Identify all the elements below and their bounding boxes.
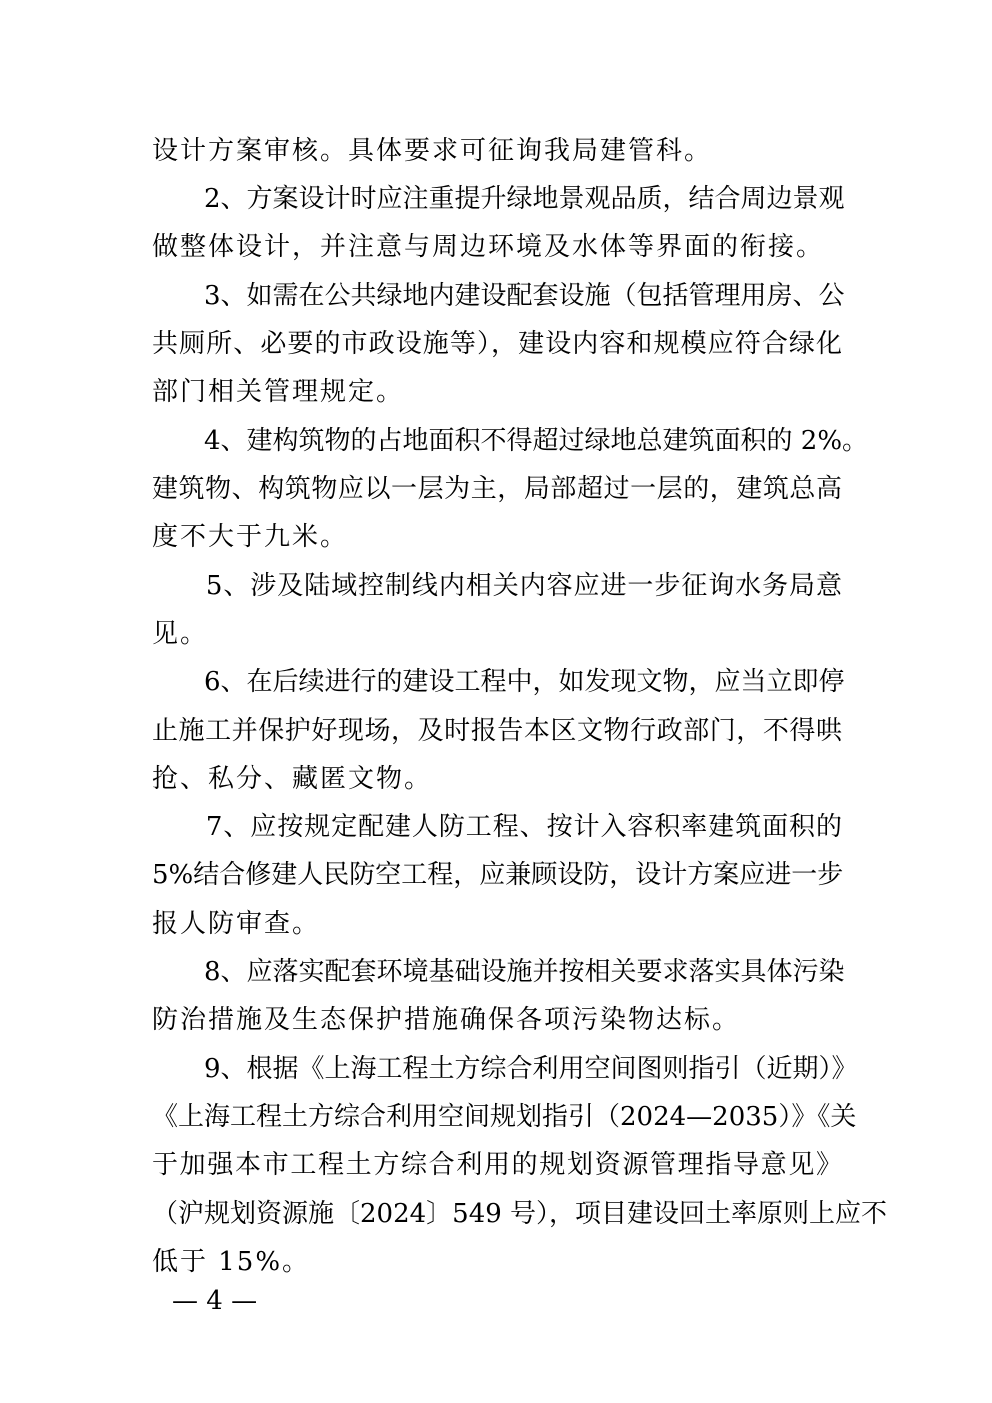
text-line: 5%结合修建人民防空工程，应兼顾设防，设计方案应进一步 (152, 860, 844, 890)
text-line: 4、建构筑物的占地面积不得超过绿地总建筑面积的 2%。 (152, 426, 869, 456)
text-line: 止施工并保护好现场，及时报告本区文物行政部门，不得哄 (152, 716, 842, 746)
text-line: 8、应落实配套环境基础设施并按相关要求落实具体污染 (152, 957, 845, 987)
text-line: 于加强本市工程土方综合利用的规划资源管理指导意见》 (152, 1150, 842, 1180)
text-line: 度不大于九米。 (152, 522, 349, 552)
text-line: 5、涉及陆域控制线内相关内容应进一步征询水务局意 (152, 571, 842, 601)
text-line: 2、方案设计时应注重提升绿地景观品质，结合周边景观 (152, 184, 845, 214)
text-line: （沪规划资源施〔2024〕549 号），项目建设回土率原则上应不 (152, 1199, 888, 1229)
text-line: 做整体设计，并注意与周边环境及水体等界面的衔接。 (152, 232, 825, 262)
text-line: 7、应按规定配建人防工程、按计入容积率建筑面积的 (152, 812, 842, 842)
text-line: 共厕所、必要的市政设施等），建设内容和规模应符合绿化 (152, 329, 842, 359)
text-line: 防治措施及生态保护措施确保各项污染物达标。 (152, 1005, 741, 1035)
text-line: 建筑物、构筑物应以一层为主，局部超过一层的，建筑总高 (152, 474, 842, 504)
text-line: 3、如需在公共绿地内建设配套设施（包括管理用房、公 (152, 281, 845, 311)
text-line: 设计方案审核。具体要求可征询我局建管科。 (152, 136, 713, 166)
text-line: 6、在后续进行的建设工程中，如发现文物，应当立即停 (152, 667, 845, 697)
text-line: 报人防审查。 (152, 909, 321, 939)
text-line: 抢、私分、藏匿文物。 (152, 764, 433, 794)
text-line: 《上海工程土方综合利用空间规划指引（2024—2035）》《关 (152, 1102, 857, 1132)
text-line: 低于 15%。 (152, 1247, 311, 1277)
text-line: 见。 (152, 619, 209, 649)
page-number: — 4 — (172, 1286, 258, 1316)
text-line: 部门相关管理规定。 (152, 377, 405, 407)
text-line: 9、根据《上海工程土方综合利用空间图则指引（近期）》 (152, 1054, 858, 1084)
